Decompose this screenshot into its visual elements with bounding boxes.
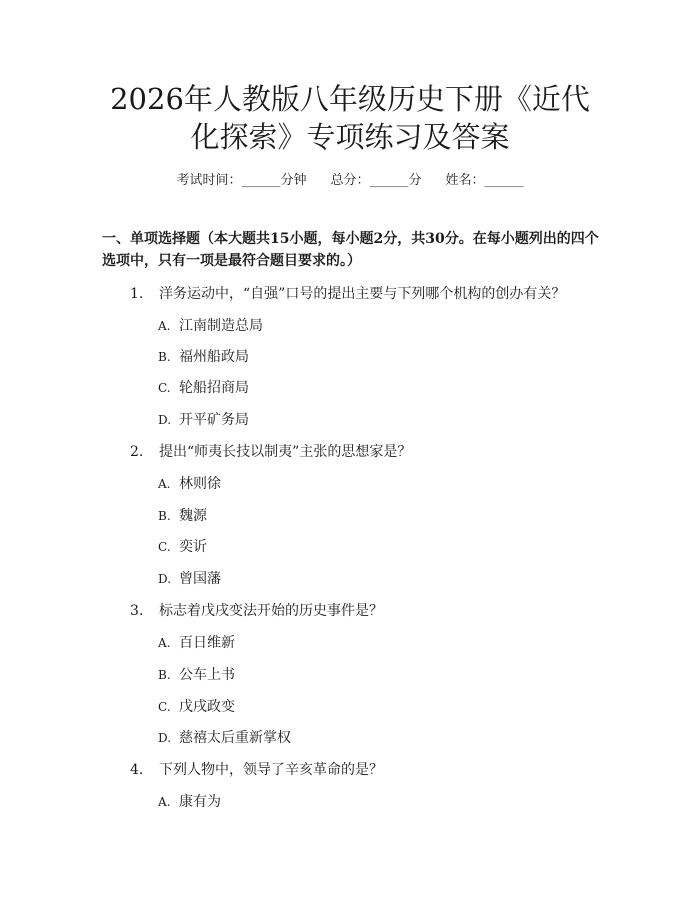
option [158,727,291,747]
question-4 [130,759,383,779]
option-text: 奕䜣 [179,539,207,555]
student-name-field: 姓名：______ [445,173,524,188]
option-text: 戊戌政变 [179,699,235,715]
option-text: 公车上书 [179,667,235,683]
option-text: 福州船政局 [179,349,249,365]
option-letter: A. [158,795,171,809]
option [158,377,249,397]
question-number: 3. [130,603,144,619]
option [158,505,207,525]
option [158,536,207,556]
option-text: 开平矿务局 [179,412,249,428]
option [158,473,221,493]
option-letter: B. [158,509,171,523]
option-text: 慈禧太后重新掌权 [179,730,291,746]
option-letter: D. [158,731,172,745]
option-letter: C. [158,700,171,714]
document-title: 2026年人教版八年级历史下册《近代化探索》专项练习及答案 [110,82,590,154]
option-text: 魏源 [179,508,207,524]
option-text: 轮船招商局 [179,380,249,396]
question-text: 标志着戊戌变法开始的历史事件是？ [159,603,383,619]
option-letter: C. [158,381,171,395]
option [158,664,235,684]
option [158,346,249,366]
question-2 [130,441,411,461]
question-number: 1. [130,286,144,302]
question-3 [130,600,383,620]
total-score-field: 总分：______分 [330,173,422,188]
question-number: 4. [130,762,144,778]
option-text: 曾国藩 [179,571,221,587]
option-text: 百日维新 [179,635,235,651]
option-letter: B. [158,350,171,364]
option-letter: D. [158,413,172,427]
question-text: 洋务运动中，“自强”口号的提出主要与下列哪个机构的创办有关？ [159,286,566,302]
option [158,568,221,588]
option-text: 林则徐 [179,476,221,492]
option-letter: D. [158,572,172,586]
option [158,632,235,652]
option [158,791,221,811]
option-letter: A. [158,636,171,650]
option-letter: A. [158,477,171,491]
option-letter: B. [158,668,171,682]
exam-time-field: 考试时间：______分钟 [176,173,307,188]
question-number: 2. [130,444,144,460]
option [158,315,263,335]
option-text: 康有为 [179,794,221,810]
question-text: 下列人物中，领导了辛亥革命的是？ [159,762,383,778]
question-text: 提出“师夷长技以制夷”主张的思想家是？ [159,444,412,460]
exam-info [0,169,700,188]
section-heading: 一、单项选择题（本大题共15小题，每小题2分，共30分。在每小题列出的四个选项中，只有一项是最符合题目要求的。） [102,231,599,269]
option-letter: C. [158,540,171,554]
question-1 [130,283,565,303]
option-text: 江南制造总局 [179,318,263,334]
option-letter: A. [158,319,171,333]
option [158,409,249,429]
option [158,696,235,716]
